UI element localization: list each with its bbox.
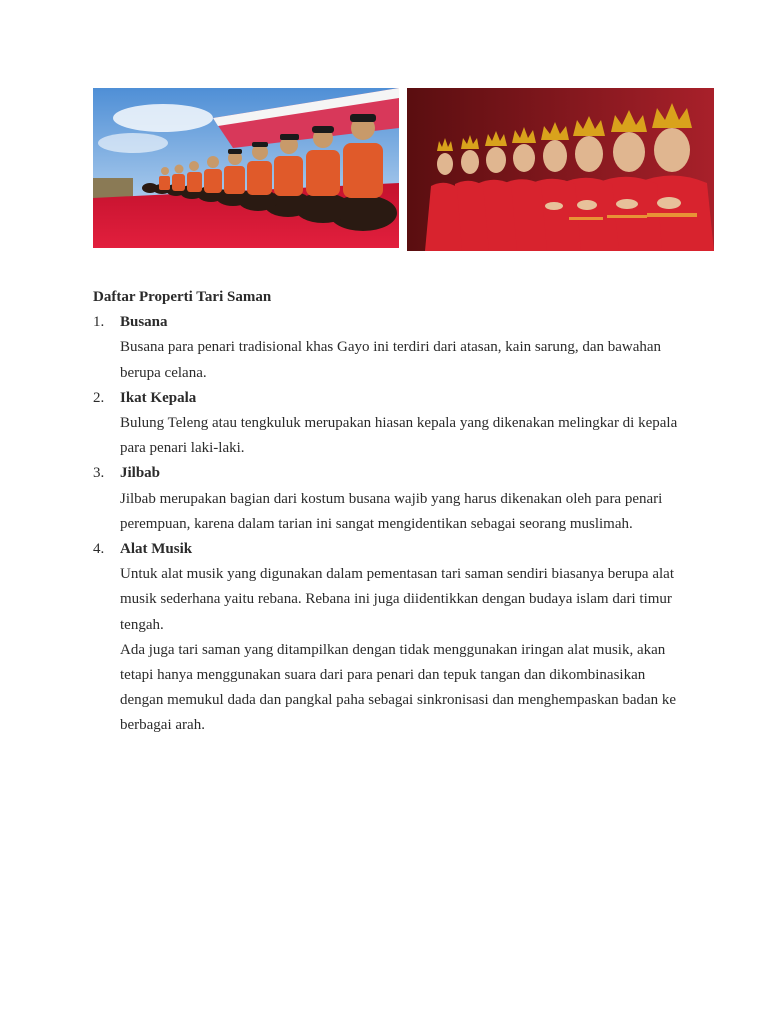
property-list xyxy=(93,310,683,738)
photo-female-dancers xyxy=(407,88,714,251)
list-item-description: Busana para penari tradisional khas Gayo ini terdiri dari atasan, kain sarung, dan bawahan berupa celana. xyxy=(120,339,662,381)
list-item-ikat-kepala xyxy=(93,386,683,462)
document-title: Daftar Properti Tari Saman xyxy=(93,289,272,305)
list-item-number: 2. xyxy=(93,389,105,406)
photo-male-dancers xyxy=(93,88,399,248)
list-item-heading: Alat Musik xyxy=(120,541,193,558)
list-item-number: 1. xyxy=(93,314,105,331)
photo-row xyxy=(93,88,714,251)
list-item-heading: Ikat Kepala xyxy=(120,389,197,406)
list-item-number: 3. xyxy=(93,465,105,482)
list-item-busana xyxy=(93,310,683,386)
list-item-description-extra: Ada juga tari saman yang ditampilkan dengan tidak menggunakan iringan alat musik, akan tetapi hanya menggunakan suara dari para penari dan tepuk tangan dan dikombinasikan dengan memukul dada dan pangkal paha sebagai sinkronisasi dan menghempaskan badan ke berbagai arah. xyxy=(120,641,677,734)
list-item-alat-musik xyxy=(93,537,683,739)
list-item-description: Bulung Teleng atau tengkuluk merupakan hiasan kepala yang dikenakan melingkar di kepala para penari laki-laki. xyxy=(120,415,678,457)
list-item-jilbab xyxy=(93,461,683,537)
list-item-description: Jilbab merupakan bagian dari kostum busana wajib yang harus dikenakan oleh para penari perempuan, karena dalam tarian ini sangat mengidentikan sebagai seorang muslimah. xyxy=(120,490,663,532)
list-item-heading: Busana xyxy=(120,314,168,331)
list-item-number: 4. xyxy=(93,541,105,558)
document-body xyxy=(93,285,683,739)
list-item-heading: Jilbab xyxy=(120,465,161,482)
list-item-description: Untuk alat musik yang digunakan dalam pementasan tari saman sendiri biasanya berupa alat musik sederhana yaitu rebana. Rebana ini juga diidentikkan dengan budaya islam dari timur tengah. xyxy=(120,566,674,633)
